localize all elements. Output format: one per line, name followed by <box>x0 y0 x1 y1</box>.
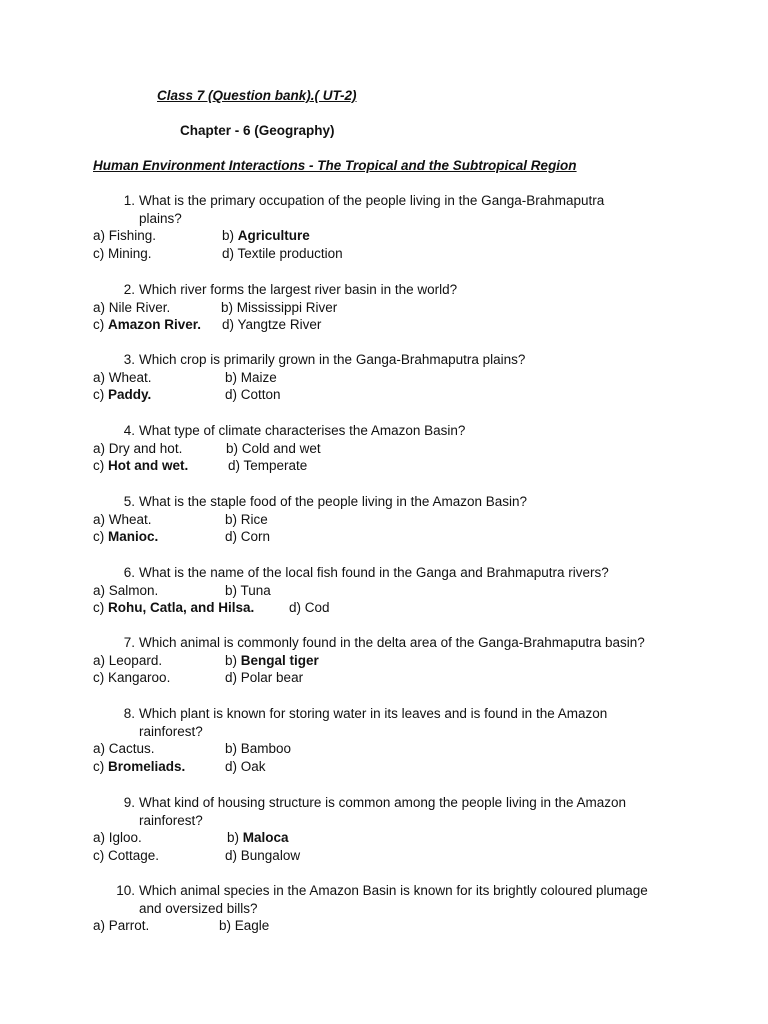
option-letter: b) <box>225 741 238 757</box>
answer-option <box>93 245 152 263</box>
option-text: Mining. <box>108 246 152 262</box>
option-text: Maize <box>240 369 277 385</box>
option-letter: c) <box>93 317 105 333</box>
answer-option <box>93 386 151 404</box>
answer-option <box>222 227 310 245</box>
question-text-line: Which plant is known for storing water in its leaves and is found in the Amazon <box>139 706 608 721</box>
answer-option <box>93 369 152 387</box>
option-text: Mississippi River <box>236 299 338 315</box>
option-letter: a) <box>93 511 106 527</box>
answer-option <box>93 652 162 670</box>
answer-option <box>93 440 182 458</box>
option-letter: a) <box>93 299 106 315</box>
answer-option <box>93 316 201 334</box>
option-letter: a) <box>93 741 106 757</box>
question-number: 10. <box>116 883 135 898</box>
option-letter: c) <box>93 246 105 262</box>
answer-option <box>225 369 277 387</box>
option-letter: a) <box>93 440 106 456</box>
answer-option <box>93 740 155 758</box>
option-text: Igloo. <box>108 830 142 846</box>
option-text: Eagle <box>234 918 270 934</box>
correct-answer-text: Rohu, Catla, and Hilsa. <box>108 600 255 616</box>
option-text: Bamboo <box>240 741 292 757</box>
option-text: Cod <box>304 600 330 616</box>
question-number: 8. <box>123 706 135 721</box>
option-letter: c) <box>93 759 105 775</box>
option-text: Dry and hot. <box>108 440 183 456</box>
option-text: Wheat. <box>108 369 152 385</box>
answer-option <box>93 847 159 865</box>
option-text: Kangaroo. <box>108 670 171 686</box>
question-number: 1. <box>123 193 135 208</box>
answer-option <box>222 316 321 334</box>
option-text: Cottage. <box>108 848 160 864</box>
correct-answer-text: Hot and wet. <box>108 458 189 474</box>
option-text: Polar bear <box>240 670 304 686</box>
option-text: Temperate <box>243 458 308 474</box>
answer-option <box>225 386 281 404</box>
option-letter: d) <box>225 759 238 775</box>
question-text-line: Which animal is commonly found in the delta area of the Ganga-Brahmaputra basin? <box>139 635 645 650</box>
answer-option <box>225 528 270 546</box>
option-letter: b) <box>225 582 238 598</box>
question-text-line: and oversized bills? <box>139 900 258 916</box>
option-letter: b) <box>221 299 234 315</box>
correct-answer-text: Maloca <box>242 830 289 846</box>
option-letter: b) <box>222 228 235 244</box>
option-letter: a) <box>93 228 106 244</box>
option-text: Rice <box>240 511 268 527</box>
option-letter: a) <box>93 369 106 385</box>
option-letter: b) <box>225 652 238 668</box>
option-letter: b) <box>225 369 238 385</box>
option-letter: a) <box>93 830 106 846</box>
option-letter: c) <box>93 387 105 403</box>
option-letter: c) <box>93 670 105 686</box>
question-text-line: Which crop is primarily grown in the Ganga-Brahmaputra plains? <box>139 352 526 367</box>
option-text: Cactus. <box>108 741 155 757</box>
answer-option <box>219 917 269 935</box>
option-letter: d) <box>222 317 235 333</box>
option-letter: c) <box>93 458 105 474</box>
answer-option <box>93 669 170 687</box>
option-letter: d) <box>225 848 238 864</box>
answer-option <box>93 457 188 475</box>
question-text-line: What is the primary occupation of the people living in the Ganga-Brahmaputra <box>139 193 605 208</box>
answer-option <box>93 917 149 935</box>
option-text: Leopard. <box>108 652 163 668</box>
question-number: 4. <box>123 423 135 438</box>
option-letter: d) <box>222 246 235 262</box>
answer-option <box>93 511 152 529</box>
answer-option <box>289 599 330 617</box>
option-text: Bungalow <box>240 848 301 864</box>
correct-answer-text: Bengal tiger <box>240 652 319 668</box>
option-letter: a) <box>93 652 106 668</box>
correct-answer-text: Amazon River. <box>108 317 202 333</box>
answer-option <box>93 227 156 245</box>
option-text: Oak <box>240 759 266 775</box>
answer-option <box>225 740 291 758</box>
question-number: 9. <box>123 795 135 810</box>
question-number: 7. <box>123 635 135 650</box>
answer-option <box>221 299 337 317</box>
answer-option <box>225 758 266 776</box>
question-text-line: What type of climate characterises the Amazon Basin? <box>139 423 466 438</box>
question-text-line: Which river forms the largest river basin in the world? <box>139 282 458 297</box>
section-title: Human Environment Interactions - The Tropical and the Subtropical Region <box>93 158 577 173</box>
correct-answer-text: Paddy. <box>108 387 152 403</box>
answer-option <box>227 829 289 847</box>
document-title: Class 7 (Question bank).( UT-2) <box>157 88 357 103</box>
option-text: Cotton <box>240 387 281 403</box>
option-letter: d) <box>289 600 302 616</box>
question-text-line: plains? <box>139 210 182 226</box>
correct-answer-text: Bromeliads. <box>108 759 186 775</box>
option-text: Tuna <box>240 582 271 598</box>
question-number: 6. <box>123 565 135 580</box>
chapter-heading: Chapter - 6 (Geography) <box>180 123 335 138</box>
option-letter: c) <box>93 529 105 545</box>
option-letter: d) <box>225 529 238 545</box>
correct-answer-text: Agriculture <box>237 228 310 244</box>
option-letter: b) <box>219 918 232 934</box>
answer-option <box>93 299 170 317</box>
question-text-line: Which animal species in the Amazon Basin is known for its brightly coloured plumage <box>139 883 648 898</box>
question-text-line: What is the staple food of the people living in the Amazon Basin? <box>139 494 527 509</box>
option-letter: d) <box>225 387 238 403</box>
correct-answer-text: Manioc. <box>108 529 159 545</box>
option-text: Corn <box>240 529 271 545</box>
answer-option <box>225 652 319 670</box>
option-text: Salmon. <box>108 582 159 598</box>
answer-option <box>93 528 158 546</box>
answer-option <box>222 245 343 263</box>
answer-option <box>225 669 303 687</box>
option-text: Wheat. <box>108 511 152 527</box>
answer-option <box>225 582 271 600</box>
option-letter: b) <box>227 830 240 846</box>
option-text: Fishing. <box>108 228 157 244</box>
option-letter: d) <box>228 458 241 474</box>
option-letter: c) <box>93 848 105 864</box>
answer-option <box>228 457 307 475</box>
answer-option <box>93 582 158 600</box>
option-text: Parrot. <box>108 918 150 934</box>
option-text: Yangtze River <box>237 317 322 333</box>
option-letter: c) <box>93 600 105 616</box>
option-text: Cold and wet <box>241 440 321 456</box>
question-text-line: What kind of housing structure is common among the people living in the Amazon <box>139 795 627 810</box>
question-text-line: rainforest? <box>139 723 203 739</box>
option-text: Textile production <box>237 246 343 262</box>
question-number: 5. <box>123 494 135 509</box>
answer-option <box>93 758 185 776</box>
option-letter: a) <box>93 918 106 934</box>
option-letter: d) <box>225 670 238 686</box>
option-letter: b) <box>226 440 239 456</box>
question-text-line: rainforest? <box>139 812 203 828</box>
answer-option <box>225 847 300 865</box>
answer-option <box>225 511 268 529</box>
question-number: 2. <box>123 282 135 297</box>
option-letter: a) <box>93 582 106 598</box>
answer-option <box>93 829 142 847</box>
answer-option <box>93 599 254 617</box>
question-number: 3. <box>123 352 135 367</box>
question-text-line: What is the name of the local fish found in the Ganga and Brahmaputra rivers? <box>139 565 609 580</box>
answer-option <box>226 440 321 458</box>
option-letter: b) <box>225 511 238 527</box>
option-text: Nile River. <box>108 299 171 315</box>
